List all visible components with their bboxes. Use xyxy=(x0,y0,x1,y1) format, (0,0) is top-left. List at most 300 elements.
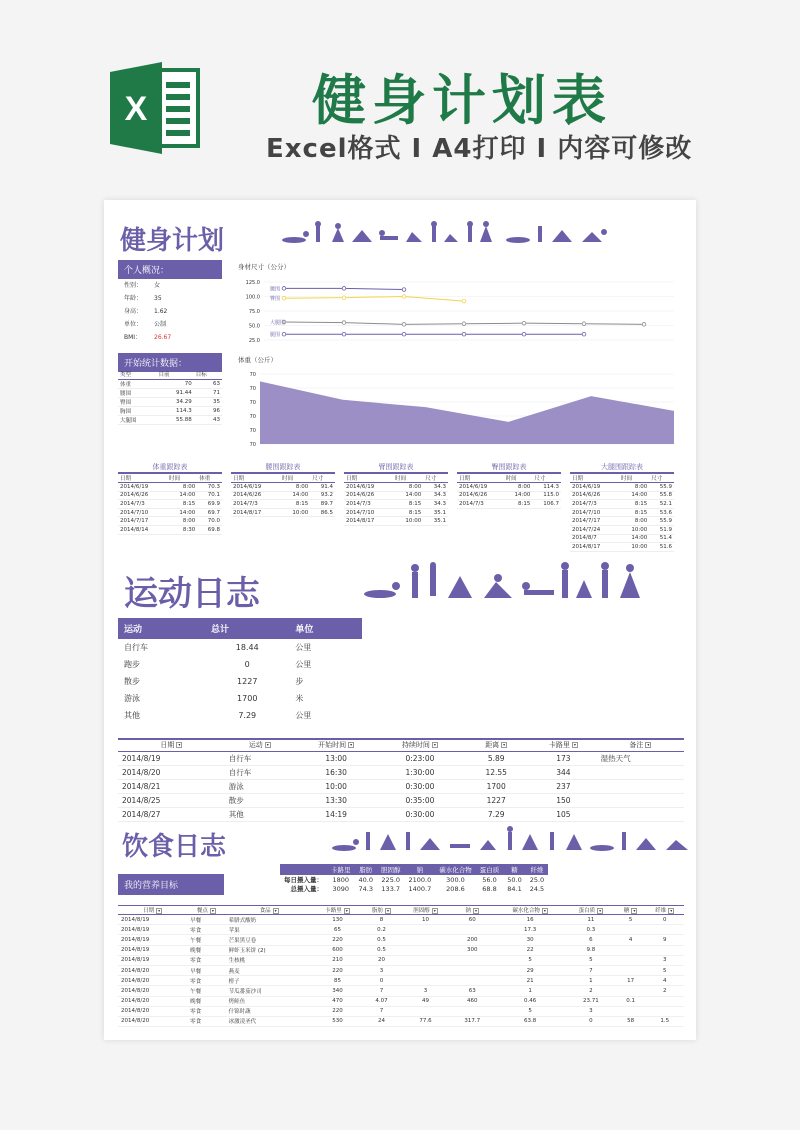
food-cell: 11 xyxy=(566,915,616,925)
start-header-cell: 目标 xyxy=(194,370,222,379)
tracker-cell: 91.4 xyxy=(310,483,335,492)
filter-dropdown-icon[interactable]: ▾ xyxy=(475,907,478,913)
sport-title: 运动日志 xyxy=(124,574,260,614)
food-cell: 3 xyxy=(566,1006,616,1016)
tracker-cell: 70.0 xyxy=(197,517,222,526)
food-header-cell: 餐点 ▾ xyxy=(187,906,225,915)
food-cell: 7 xyxy=(362,986,400,996)
food-cell: 340 xyxy=(313,986,363,996)
sport-summary-table xyxy=(118,618,362,724)
log-cell: 2014/8/21 xyxy=(118,779,225,793)
food-row xyxy=(118,996,684,1006)
tracker-row xyxy=(457,483,561,492)
start-cell: 体重 xyxy=(118,379,157,388)
food-cell: 530 xyxy=(313,1016,363,1026)
food-cell: 210 xyxy=(313,955,363,965)
food-cell: 63.8 xyxy=(494,1016,566,1026)
sport-header-cell: 总计 xyxy=(205,618,289,639)
tracker-cell: 2014/8/17 xyxy=(570,543,619,552)
log-cell: 湿热天气 xyxy=(597,751,684,765)
tracker-cell: 2014/8/17 xyxy=(344,517,393,526)
food-cell: 1 xyxy=(566,976,616,986)
sport-cell: 散步 xyxy=(124,677,140,686)
start-cell: 43 xyxy=(194,415,222,424)
tracker-title: 腰围跟踪表 xyxy=(231,462,335,473)
food-cell xyxy=(616,945,646,955)
food-cell: 2014/8/19 xyxy=(118,945,187,955)
log-cell: 150 xyxy=(530,793,597,807)
tracker-row xyxy=(118,491,222,500)
series-line xyxy=(284,297,464,302)
food-cell xyxy=(616,925,646,935)
food-cell xyxy=(616,1006,646,1016)
filter-dropdown-icon[interactable]: ▾ xyxy=(386,907,389,913)
weight-area-chart xyxy=(234,352,684,452)
food-cell xyxy=(646,945,685,955)
tracker-cell: 34.3 xyxy=(423,483,448,492)
tracker-cell: 8:15 xyxy=(619,508,649,517)
food-cell: 零食 xyxy=(187,976,225,986)
filter-dropdown-icon[interactable]: ▾ xyxy=(599,907,602,913)
tracker-title: 臂围跟踪表 xyxy=(344,462,448,473)
log-cell: 散步 xyxy=(225,793,295,807)
tracker-row xyxy=(570,483,674,492)
profile-key: 身高： xyxy=(124,308,143,315)
food-cell: 220 xyxy=(313,935,363,945)
food-cell: 0 xyxy=(566,1016,616,1026)
log-cell: 0:23:00 xyxy=(378,751,463,765)
start-cell: 71 xyxy=(194,388,222,397)
log-cell: 12.55 xyxy=(462,765,530,779)
tracker-cell: 51.6 xyxy=(649,543,674,552)
log-header-cell: 持续时间 ▾ xyxy=(378,739,463,751)
tracker-row xyxy=(344,483,448,492)
plan-title: 健身计划 xyxy=(120,226,225,256)
tracker-row xyxy=(457,500,561,509)
food-cell: 317.7 xyxy=(450,1016,494,1026)
tracker-cell: 34.3 xyxy=(423,500,448,509)
food-cell: 什锦时蔬 xyxy=(226,1006,313,1016)
log-header-cell: 开始时间 ▾ xyxy=(295,739,378,751)
series-point xyxy=(582,322,586,326)
goal-cell: 1400.7 xyxy=(408,884,432,893)
sport-row xyxy=(118,639,362,656)
filter-dropdown-icon[interactable]: ▾ xyxy=(647,742,650,748)
food-cell: 58 xyxy=(616,1016,646,1026)
goal-cell: 40.0 xyxy=(358,875,373,884)
food-cell: 橙子 xyxy=(226,976,313,986)
food-cell: 鲜虾玉米饼 (2) xyxy=(226,945,313,955)
series-point xyxy=(462,299,466,303)
goal-cell: 2100.0 xyxy=(408,875,432,884)
measurements-line-chart xyxy=(234,260,684,352)
tracker-cell: 8:15 xyxy=(167,500,197,509)
food-cell: 2014/8/20 xyxy=(118,1006,187,1016)
tracker-cell: 55.9 xyxy=(649,483,674,492)
food-row xyxy=(118,976,684,986)
sport-cell: 0 xyxy=(244,660,250,669)
filter-dropdown-icon[interactable]: ▾ xyxy=(345,907,348,913)
goal-cell: 24.5 xyxy=(529,884,545,893)
tracker-cell: 2014/6/26 xyxy=(570,491,619,500)
sport-cell: 游泳 xyxy=(124,694,140,703)
filter-dropdown-icon[interactable]: ▾ xyxy=(433,907,436,913)
food-cell: 21 xyxy=(494,976,566,986)
food-cell: 9.8 xyxy=(566,945,616,955)
series-label: 大腿围 xyxy=(270,320,286,327)
log-cell: 1700 xyxy=(462,779,530,793)
food-cell: 3 xyxy=(401,986,451,996)
series-point xyxy=(282,287,286,291)
food-cell: 4 xyxy=(646,976,685,986)
log-cell: 1:30:00 xyxy=(378,765,463,779)
start-stats-table xyxy=(118,370,222,425)
sport-cell: 1700 xyxy=(237,694,258,703)
goal-header-cell: 糖 xyxy=(503,864,525,875)
food-cell: 3 xyxy=(646,955,685,965)
filter-dropdown-icon[interactable]: ▾ xyxy=(543,907,546,913)
profile-row xyxy=(124,293,162,302)
tracker-cell: 53.6 xyxy=(649,508,674,517)
tracker-cell: 35.1 xyxy=(423,508,448,517)
tracker-cell: 2014/6/19 xyxy=(457,483,504,492)
start-row xyxy=(118,388,222,397)
tracker-cell: 70.3 xyxy=(197,483,222,492)
log-row xyxy=(118,779,684,793)
log-row xyxy=(118,751,684,765)
start-cell: 34.29 xyxy=(157,397,194,406)
food-cell: 冰激凌圣代 xyxy=(226,1016,313,1026)
series-label: 腰围 xyxy=(270,286,281,293)
tracker-row xyxy=(344,500,448,509)
series-point xyxy=(642,323,646,327)
goal-cell: 300.0 xyxy=(446,875,465,884)
sport-row xyxy=(118,673,362,690)
tracker-row xyxy=(118,517,222,526)
food-cell: 1.5 xyxy=(646,1016,685,1026)
goal-cell: 68.8 xyxy=(482,884,497,893)
tracker-row xyxy=(570,525,674,534)
tracker-row xyxy=(118,525,222,534)
start-row xyxy=(118,397,222,406)
log-header-cell: 运动 ▾ xyxy=(225,739,295,751)
tracker-cell: 2014/7/24 xyxy=(570,525,619,534)
tracker-cell: 14:00 xyxy=(167,491,197,500)
goal-header-cell: 胆固醇 xyxy=(377,864,405,875)
food-cell: 0.3 xyxy=(566,925,616,935)
tracker-cell: 93.2 xyxy=(310,491,335,500)
filter-dropdown-icon[interactable]: ▾ xyxy=(266,742,269,748)
tracker-header-cell: 时间 xyxy=(280,473,310,483)
start-row xyxy=(118,406,222,415)
food-cell xyxy=(401,976,451,986)
y-tick-label: 75.0 xyxy=(248,309,260,315)
sport-log-table xyxy=(118,738,684,822)
tracker-table xyxy=(118,462,222,535)
food-cell: 7 xyxy=(362,1006,400,1016)
series-label: 臀围 xyxy=(270,296,281,303)
food-cell: 午餐 xyxy=(187,935,225,945)
goal-cell: 1800 xyxy=(332,875,350,884)
start-cell: 胸围 xyxy=(118,406,157,415)
profile-value: 1.62 xyxy=(154,308,168,315)
tracker-header-cell: 体重 xyxy=(197,473,222,483)
log-cell: 2014/8/19 xyxy=(118,751,225,765)
start-cell: 臀围 xyxy=(118,397,157,406)
tracker-cell: 86.5 xyxy=(310,508,335,517)
food-row xyxy=(118,945,684,955)
food-cell: 7 xyxy=(566,965,616,975)
tracker-row xyxy=(457,491,561,500)
food-cell xyxy=(401,935,451,945)
filter-dropdown-icon[interactable]: ▾ xyxy=(670,907,673,913)
area-chart-title: 体重（公斤） xyxy=(238,356,277,364)
food-cell: 600 xyxy=(313,945,363,955)
tracker-cell: 10:00 xyxy=(280,508,310,517)
tracker-title: 体重跟踪表 xyxy=(118,462,222,473)
tracker-cell: 55.9 xyxy=(649,517,674,526)
log-cell: 10:00 xyxy=(295,779,378,793)
log-cell: 0:35:00 xyxy=(378,793,463,807)
food-row xyxy=(118,925,684,935)
food-cell: 0.46 xyxy=(494,996,566,1006)
filter-dropdown-icon[interactable]: ▾ xyxy=(350,742,353,748)
filter-dropdown-icon[interactable]: ▾ xyxy=(633,907,636,913)
food-row xyxy=(118,986,684,996)
filter-dropdown-icon[interactable]: ▾ xyxy=(178,742,181,748)
tracker-cell: 8:00 xyxy=(393,483,423,492)
tracker-cell: 69.9 xyxy=(197,500,222,509)
food-cell: 2014/8/19 xyxy=(118,915,187,925)
profile-key: 年龄： xyxy=(124,295,143,302)
food-cell: 2 xyxy=(646,986,685,996)
filter-dropdown-icon[interactable]: ▾ xyxy=(503,742,506,748)
log-row xyxy=(118,807,684,821)
tracker-cell: 2014/6/19 xyxy=(118,483,167,492)
start-cell: 114.3 xyxy=(157,406,194,415)
food-cell xyxy=(616,955,646,965)
goal-header-cell: 卡路里 xyxy=(327,864,355,875)
food-cell: 希腊式酸奶 xyxy=(226,915,313,925)
start-cell: 91.44 xyxy=(157,388,194,397)
tracker-cell: 8:00 xyxy=(280,483,310,492)
profile-key: 单位： xyxy=(124,321,143,328)
food-cell xyxy=(646,996,685,1006)
tracker-cell: 2014/6/19 xyxy=(231,483,280,492)
tracker-header-cell: 日期 xyxy=(457,473,504,483)
food-cell xyxy=(450,965,494,975)
logo-letter: X xyxy=(124,90,148,128)
series-point xyxy=(402,323,406,327)
log-cell xyxy=(597,765,684,779)
y-tick-label: 70 xyxy=(249,414,256,420)
log-cell: 1227 xyxy=(462,793,530,807)
tracker-cell: 2014/6/26 xyxy=(231,491,280,500)
sport-cell: 其他 xyxy=(124,711,140,720)
profile-row xyxy=(124,306,167,315)
tracker-cell: 8:15 xyxy=(393,508,423,517)
log-cell: 344 xyxy=(530,765,597,779)
food-cell: 2014/8/19 xyxy=(118,925,187,935)
tracker-cell: 14:00 xyxy=(619,491,649,500)
tracker-row xyxy=(570,500,674,509)
food-cell: 4.07 xyxy=(362,996,400,1006)
sport-cell: 18.44 xyxy=(235,643,259,652)
tracker-cell: 2014/6/26 xyxy=(457,491,504,500)
food-cell: 3 xyxy=(362,965,400,975)
series-point xyxy=(342,287,346,291)
log-cell: 13:00 xyxy=(295,751,378,765)
filter-dropdown-icon[interactable]: ▾ xyxy=(573,742,576,748)
filter-dropdown-icon[interactable]: ▾ xyxy=(433,742,436,748)
food-cell xyxy=(401,1006,451,1016)
food-cell: 2014/8/19 xyxy=(118,935,187,945)
food-cell xyxy=(646,1006,685,1016)
tracker-cell: 2014/8/7 xyxy=(570,534,619,543)
tracker-cell: 106.7 xyxy=(532,500,561,509)
food-cell: 2014/8/20 xyxy=(118,1016,187,1026)
tracker-table xyxy=(570,462,674,552)
tracker-cell: 69.8 xyxy=(197,525,222,534)
food-cell: 0.5 xyxy=(362,945,400,955)
goal-cell: 84.1 xyxy=(507,884,522,893)
tracker-header-cell: 日期 xyxy=(344,473,393,483)
sport-cell: 跑步 xyxy=(124,660,140,669)
food-cell: 6 xyxy=(566,935,616,945)
start-cell: 96 xyxy=(194,406,222,415)
series-point xyxy=(582,332,586,336)
tracker-cell: 2014/7/3 xyxy=(344,500,393,509)
food-cell: 470 xyxy=(313,996,363,1006)
y-tick-label: 125.0 xyxy=(245,280,260,286)
food-cell: 燕麦 xyxy=(226,965,313,975)
profile-value: 女 xyxy=(154,282,161,289)
food-cell: 30 xyxy=(494,935,566,945)
filter-dropdown-icon[interactable]: ▾ xyxy=(158,907,161,913)
goal-cell: 208.6 xyxy=(446,884,465,893)
log-header-cell: 备注 ▾ xyxy=(597,739,684,751)
diet-title: 饮食日志 xyxy=(122,832,227,862)
start-cell: 70 xyxy=(157,379,194,388)
sport-cell: 公里 xyxy=(295,711,312,720)
tracker-cell: 115.0 xyxy=(532,491,561,500)
tracker-cell: 2014/7/10 xyxy=(344,508,393,517)
goal-cell: 50.0 xyxy=(507,875,522,884)
goal-cell: 225.0 xyxy=(381,875,401,884)
y-tick-label: 100.0 xyxy=(245,294,260,301)
page-title: 健身计划表 xyxy=(312,69,612,132)
food-cell: 1 xyxy=(494,986,566,996)
food-cell: 460 xyxy=(450,996,494,1006)
food-header-cell: 食品 ▾ xyxy=(226,906,313,915)
tracker-row xyxy=(570,534,674,543)
tracker-header-cell: 尺寸 xyxy=(310,473,335,483)
goal-header-cell: 钠 xyxy=(404,864,435,875)
start-cell: 腰围 xyxy=(118,388,157,397)
food-cell: 23.71 xyxy=(566,996,616,1006)
series-point xyxy=(462,322,466,326)
food-cell: 5 xyxy=(616,915,646,925)
tracker-cell: 51.9 xyxy=(649,525,674,534)
profile-value: 35 xyxy=(154,295,162,302)
goal-row-label: 总摄入量： xyxy=(290,885,323,893)
tracker-header-cell: 尺寸 xyxy=(423,473,448,483)
food-cell: 0.5 xyxy=(362,935,400,945)
tracker-row xyxy=(118,500,222,509)
food-header-cell: 碳水化合物 ▾ xyxy=(494,906,566,915)
filter-dropdown-icon[interactable]: ▾ xyxy=(211,907,214,913)
tracker-cell: 8:15 xyxy=(393,500,423,509)
food-cell: 生核桃 xyxy=(226,955,313,965)
series-point xyxy=(522,321,526,325)
tracker-table xyxy=(457,462,561,509)
tracker-cell: 2014/6/19 xyxy=(570,483,619,492)
tracker-cell: 2014/8/17 xyxy=(231,508,280,517)
food-cell: 节瓜番茄沙司 xyxy=(226,986,313,996)
y-tick-label: 70 xyxy=(249,428,256,434)
tracker-table xyxy=(344,462,448,526)
food-header-cell: 钠 ▾ xyxy=(450,906,494,915)
food-row xyxy=(118,915,684,925)
log-header-cell: 距离 ▾ xyxy=(462,739,530,751)
sport-row xyxy=(118,707,362,724)
log-cell: 5.89 xyxy=(462,751,530,765)
log-cell: 7.29 xyxy=(462,807,530,821)
weight-area xyxy=(260,381,674,444)
y-tick-label: 70 xyxy=(249,442,256,448)
food-cell: 17.3 xyxy=(494,925,566,935)
tracker-cell: 8:15 xyxy=(619,500,649,509)
tracker-row xyxy=(231,491,335,500)
diet-silhouettes-icon xyxy=(332,826,692,854)
tracker-header-cell: 尺寸 xyxy=(649,473,674,483)
food-cell xyxy=(616,965,646,975)
food-row xyxy=(118,965,684,975)
log-cell xyxy=(597,807,684,821)
worksheet xyxy=(104,200,696,1040)
food-cell: 85 xyxy=(313,976,363,986)
log-cell: 其他 xyxy=(225,807,295,821)
log-cell xyxy=(597,779,684,793)
filter-dropdown-icon[interactable]: ▾ xyxy=(274,907,277,913)
tracker-cell: 8:00 xyxy=(619,483,649,492)
tracker-header-cell: 日期 xyxy=(570,473,619,483)
tracker-header-cell: 时间 xyxy=(167,473,197,483)
food-cell: 130 xyxy=(313,915,363,925)
profile-key: BMI： xyxy=(124,334,142,341)
log-row xyxy=(118,793,684,807)
sport-cell: 步 xyxy=(295,677,304,686)
food-cell: 晚餐 xyxy=(187,996,225,1006)
log-cell: 237 xyxy=(530,779,597,793)
food-cell: 29 xyxy=(494,965,566,975)
log-cell: 0:30:00 xyxy=(378,779,463,793)
tracker-cell: 2014/7/3 xyxy=(231,500,280,509)
sport-row xyxy=(118,690,362,707)
tracker-cell: 2014/7/3 xyxy=(570,500,619,509)
food-cell: 晚餐 xyxy=(187,945,225,955)
log-cell: 173 xyxy=(530,751,597,765)
food-cell: 2014/8/19 xyxy=(118,955,187,965)
start-row xyxy=(118,379,222,388)
food-cell xyxy=(401,955,451,965)
tracker-header-cell: 时间 xyxy=(393,473,423,483)
tracker-cell: 69.7 xyxy=(197,508,222,517)
food-header-cell: 卡路里 ▾ xyxy=(313,906,363,915)
tracker-cell: 35.1 xyxy=(423,517,448,526)
log-cell: 0:30:00 xyxy=(378,807,463,821)
food-header-cell: 胆固醇 ▾ xyxy=(401,906,451,915)
